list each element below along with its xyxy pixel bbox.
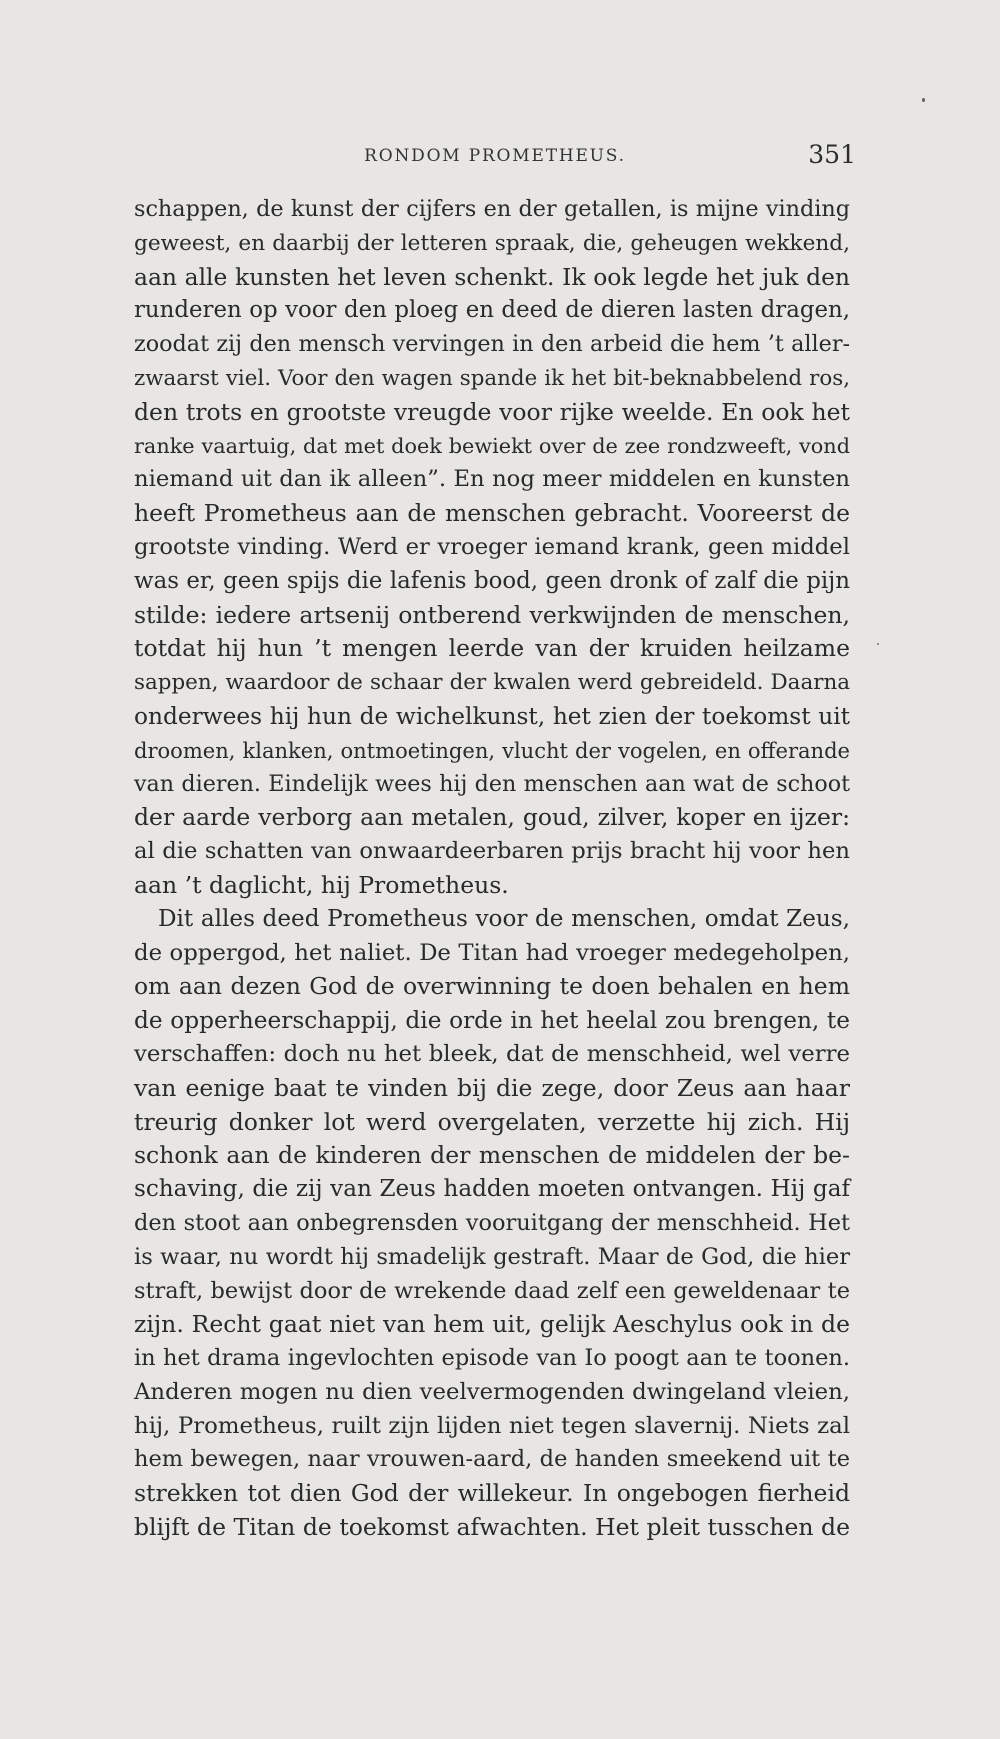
- text-line: hem bewegen, naar vrouwen-aard, de handen smeekend uit te: [134, 1446, 850, 1473]
- text-line: grootste vinding. Werd er vroeger iemand krank, geen middel: [134, 533, 850, 560]
- text-line: Dit alles deed Prometheus voor de menschen, omdat Zeus,: [158, 905, 850, 932]
- text-line: de opperheerschappij, die orde in het heelal zou brengen, te: [134, 1007, 850, 1035]
- text-line: was er, geen spijs die lafenis bood, geen dronk of zalf die pijn: [134, 567, 850, 594]
- text-line: runderen op voor den ploeg en deed de dieren lasten dragen,: [134, 297, 850, 324]
- text-line: droomen, klanken, ontmoetingen, vlucht der vogelen, en offerande: [134, 737, 850, 763]
- paper-speck: [922, 98, 925, 102]
- text-line: heeft Prometheus aan de menschen gebracht. Vooreerst de: [134, 499, 850, 528]
- text-line: schonk aan de kinderen der menschen de middelen der be-: [134, 1141, 850, 1170]
- page-number: 351: [808, 140, 856, 169]
- text-line: totdat hij hun ’t mengen leerde van der kruiden heilzame: [134, 634, 850, 663]
- text-line: zwaarst viel. Voor den wagen spande ik het bit-beknabbelend ros,: [134, 365, 850, 391]
- text-line: blijft de Titan de toekomst afwachten. Het pleit tusschen de: [134, 1513, 850, 1542]
- running-head: [134, 140, 856, 174]
- body-text: [134, 193, 850, 1545]
- text-line: treurig donker lot werd overgelaten, verzette hij zich. Hij: [134, 1107, 850, 1136]
- text-line: den stoot aan onbegrensden vooruitgang der menschheid. Het: [134, 1209, 850, 1236]
- paper-speck: [877, 643, 879, 645]
- running-title: RONDOM PROMETHEUS.: [364, 146, 626, 166]
- text-line: hij, Prometheus, ruilt zijn lijden niet tegen slavernij. Niets zal: [134, 1412, 850, 1439]
- text-line: geweest, en daarbij der letteren spraak, die, geheugen wekkend,: [134, 230, 850, 256]
- text-line: stilde: iedere artsenij ontberend verkwijnden de menschen,: [134, 600, 850, 629]
- text-line: den trots en grootste vreugde voor rijke weelde. En ook het: [134, 397, 850, 426]
- text-line: sappen, waardoor de schaar der kwalen werd gebreideld. Daarna: [134, 670, 850, 696]
- text-line: straft, bewijst door de wrekende daad zelf een geweldenaar te: [134, 1277, 850, 1304]
- text-line: aan alle kunsten het leven schenkt. Ik ook legde het juk den: [134, 262, 850, 291]
- text-line: in het drama ingevlochten episode van Io poogt aan te toonen.: [134, 1345, 850, 1372]
- text-line: Anderen mogen nu dien veelvermogenden dwingeland vleien,: [134, 1378, 850, 1405]
- text-line: strekken tot dien God der willekeur. In ongebogen fierheid: [134, 1479, 850, 1508]
- text-line: al die schatten van onwaardeerbaren prijs bracht hij voor hen: [134, 838, 850, 865]
- text-line: zijn. Recht gaat niet van hem uit, gelijk Aeschylus ook in de: [134, 1310, 850, 1339]
- text-line: aan ’t daglicht, hij Prometheus.: [134, 870, 509, 899]
- text-line: onderwees hij hun de wichelkunst, het zien der toekomst uit: [134, 702, 850, 730]
- text-line: de oppergod, het naliet. De Titan had vroeger medegeholpen,: [134, 939, 850, 966]
- text-line: van dieren. Eindelijk wees hij den menschen aan wat de schoot: [134, 770, 850, 797]
- text-line: om aan dezen God de overwinning te doen behalen en hem: [134, 972, 850, 1001]
- text-line: der aarde verborg aan metalen, goud, zilver, koper en ijzer:: [134, 803, 850, 832]
- text-line: ranke vaartuig, dat met doek bewiekt over de zee rondzweeft, vond: [134, 433, 850, 458]
- text-line: niemand uit dan ik alleen”. En nog meer middelen en kunsten: [134, 466, 850, 493]
- text-line: schaving, die zij van Zeus hadden moeten ontvangen. Hij gaf: [134, 1176, 850, 1203]
- text-line: verschaffen: doch nu het bleek, dat de menschheid, wel verre: [134, 1040, 850, 1067]
- text-line: is waar, nu wordt hij smadelijk gestraft. Maar de God, die hier: [134, 1243, 850, 1270]
- text-line: schappen, de kunst der cijfers en der getallen, is mijne vinding: [134, 196, 850, 222]
- text-line: zoodat zij den mensch vervingen in den arbeid die hem ’t aller-: [134, 331, 850, 358]
- text-line: van eenige baat te vinden bij die zege, door Zeus aan haar: [134, 1073, 850, 1102]
